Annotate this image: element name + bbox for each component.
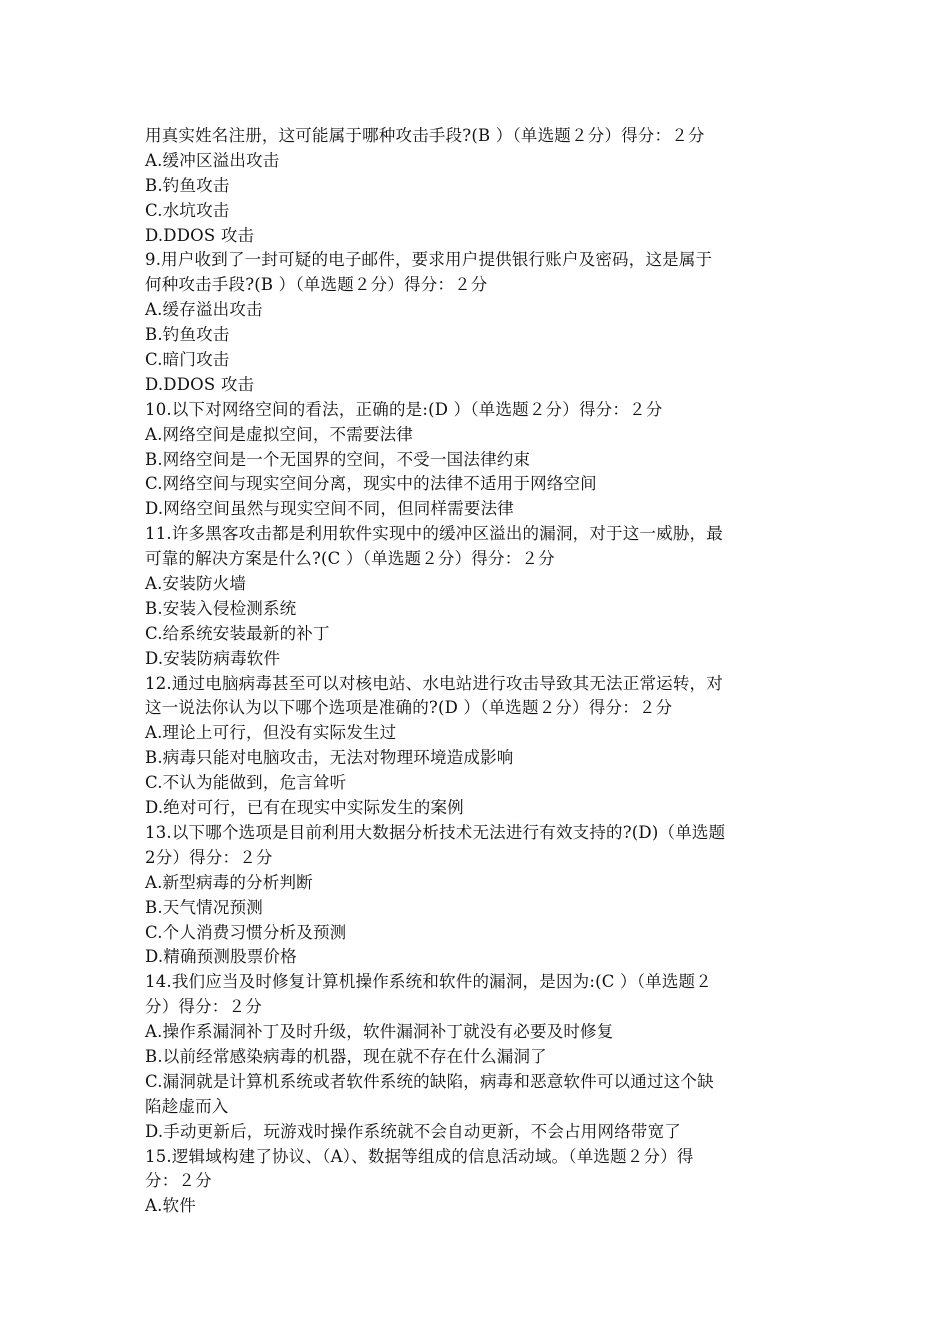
- question-line: 14.我们应当及时修复计算机操作系统和软件的漏洞，是因为:(C ）（单选题２: [145, 972, 712, 992]
- option-line: D.DDOS 攻击: [145, 374, 255, 394]
- option-line: A.软件: [145, 1196, 196, 1216]
- question-line: 分）得分：２分: [145, 997, 262, 1017]
- option-line: C.给系统安装最新的补丁: [145, 623, 330, 643]
- option-line: B.网络空间是一个无国界的空间，不受一国法律约束: [145, 449, 531, 469]
- option-line: C.暗门攻击: [145, 350, 230, 370]
- question-line: 分：２分: [145, 1171, 212, 1191]
- question-line: 何种攻击手段?(B ）（单选题２分）得分：２分: [145, 275, 488, 295]
- option-line: D.绝对可行，已有在现实中实际发生的案例: [145, 798, 464, 818]
- option-line: B.安装入侵检测系统: [145, 598, 297, 618]
- option-line: A.缓冲区溢出攻击: [145, 150, 280, 170]
- question-line: 可靠的解决方案是什么?(C ）（单选题２分）得分：２分: [145, 549, 555, 569]
- option-line: B.天气情况预测: [145, 897, 263, 917]
- option-line: A.操作系漏洞补丁及时升级，软件漏洞补丁就没有必要及时修复: [145, 1022, 614, 1042]
- option-line: B.以前经常感染病毒的机器，现在就不存在什么漏洞了: [145, 1046, 547, 1066]
- option-line: 陷趁虚而入: [145, 1096, 229, 1116]
- option-line: B.钓鱼攻击: [145, 175, 230, 195]
- document-page: [145, 124, 810, 1219]
- question-line: 10.以下对网络空间的看法，正确的是:(D ）（单选题２分）得分：２分: [145, 399, 663, 419]
- option-line: A.新型病毒的分析判断: [145, 872, 313, 892]
- option-line: C.网络空间与现实空间分离，现实中的法律不适用于网络空间: [145, 474, 597, 494]
- option-line: A.网络空间是虚拟空间，不需要法律: [145, 424, 414, 444]
- option-line: A.理论上可行，但没有实际发生过: [145, 723, 397, 743]
- option-line: C.个人消费习惯分析及预测: [145, 922, 347, 942]
- option-line: B.病毒只能对电脑攻击，无法对物理环境造成影响: [145, 748, 514, 768]
- question-line: 11.许多黑客攻击都是利用软件实现中的缓冲区溢出的漏洞，对于这一威胁，最: [145, 524, 723, 544]
- question-line: 9.用户收到了一封可疑的电子邮件，要求用户提供银行账户及密码，这是属于: [145, 250, 713, 270]
- option-line: C.不认为能做到，危言耸听: [145, 773, 347, 793]
- option-line: D.网络空间虽然与现实空间不同，但同样需要法律: [145, 499, 514, 519]
- option-line: D.手动更新后，玩游戏时操作系统就不会自动更新，不会占用网络带宽了: [145, 1121, 681, 1141]
- option-line: B.钓鱼攻击: [145, 325, 230, 345]
- option-line: C.漏洞就是计算机系统或者软件系统的缺陷，病毒和恶意软件可以通过这个缺: [145, 1071, 714, 1091]
- option-line: A.安装防火墙: [145, 574, 247, 594]
- text-line: 用真实姓名注册，这可能属于哪种攻击手段?(B ）（单选题２分）得分：２分: [145, 126, 705, 145]
- option-line: D.DDOS 攻击: [145, 225, 255, 245]
- question-line: 2分）得分：２分: [145, 847, 273, 867]
- option-line: D.安装防病毒软件: [145, 648, 281, 668]
- option-line: D.精确预测股票价格: [145, 947, 297, 967]
- option-line: C.水坑攻击: [145, 200, 230, 220]
- question-line: 15.逻辑域构建了协议、（A）、数据等组成的信息活动域。（单选题２分）得: [145, 1146, 694, 1166]
- question-line: 13.以下哪个选项是目前利用大数据分析技术无法进行有效支持的?(D)（单选题: [145, 822, 726, 842]
- question-line: 这一说法你认为以下哪个选项是准确的?(D ）（单选题２分）得分：２分: [145, 698, 673, 718]
- question-line: 12.通过电脑病毒甚至可以对核电站、水电站进行攻击导致其无法正常运转，对: [145, 673, 723, 693]
- option-line: A.缓存溢出攻击: [145, 300, 263, 320]
